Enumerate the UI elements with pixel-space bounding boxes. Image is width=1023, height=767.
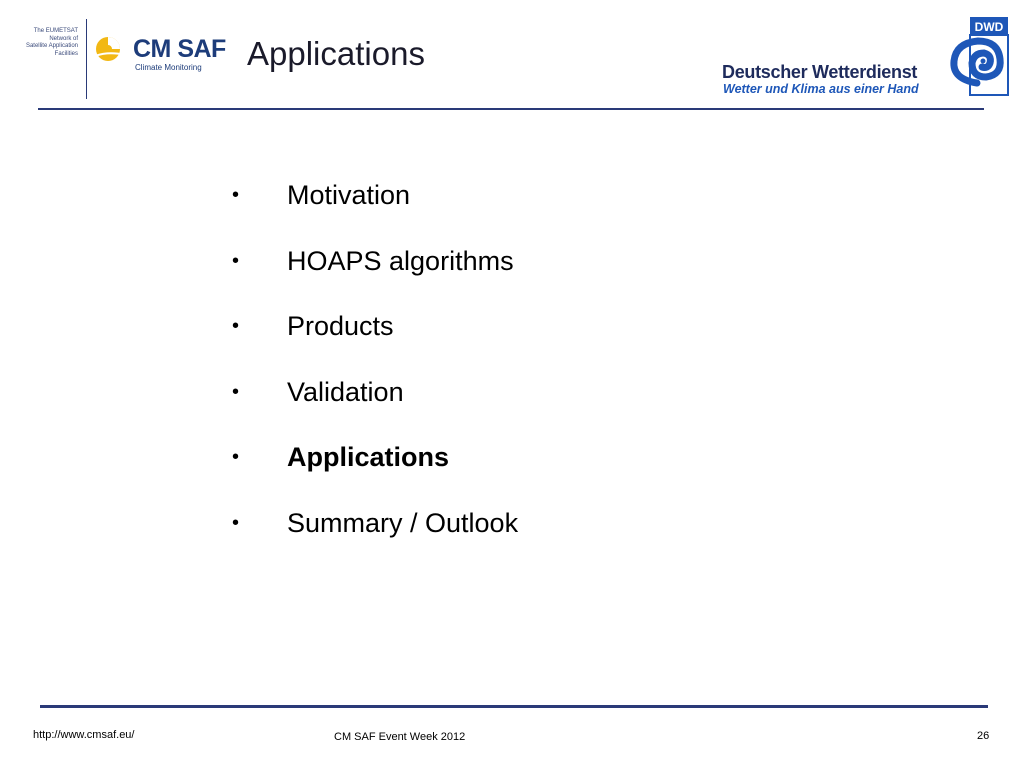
- bullet-icon: •: [232, 184, 240, 206]
- agenda-item-label: Applications: [287, 442, 450, 472]
- eumetsat-line-1: The EUMETSAT: [33, 28, 78, 34]
- header-divider: [38, 108, 984, 110]
- eumetsat-line-4: Facilities: [54, 50, 78, 57]
- bullet-icon: •: [232, 446, 240, 468]
- agenda-item-label: Motivation: [287, 180, 411, 210]
- dwd-logo-abbrev: DWD: [974, 20, 1004, 34]
- agenda-item-label: Products: [287, 311, 394, 341]
- cmsaf-logo-text: CM SAF: [133, 35, 226, 63]
- header-vertical-divider: [86, 19, 87, 99]
- page-title: Applications: [247, 35, 425, 72]
- eumetsat-line-2: Network of: [49, 35, 78, 42]
- eumetsat-caption: [12, 28, 78, 58]
- bullet-icon: •: [232, 511, 240, 534]
- page-number: 26: [977, 730, 990, 742]
- bullet-icon: •: [232, 315, 240, 337]
- cmsaf-sun-icon: [95, 34, 125, 64]
- dwd-name: Deutscher Wetterdienst: [722, 62, 918, 82]
- agenda-item-label: Summary / Outlook: [287, 507, 519, 538]
- footer-url: http://www.cmsaf.eu/: [33, 729, 135, 741]
- agenda-item-label: Validation: [287, 376, 404, 407]
- dwd-slogan: Wetter und Klima aus einer Hand: [723, 82, 919, 96]
- bullet-icon: •: [232, 249, 240, 272]
- bullet-icon: •: [232, 380, 240, 403]
- dwd-logo-icon: [944, 17, 1010, 97]
- cmsaf-logo: [95, 32, 235, 76]
- footer-event: CM SAF Event Week 2012: [334, 731, 466, 743]
- footer-divider: [40, 705, 988, 708]
- agenda-item-label: HOAPS algorithms: [287, 245, 514, 276]
- cmsaf-logo-subtitle: Climate Monitoring: [135, 63, 202, 72]
- eumetsat-line-3: Satellite Application: [25, 43, 78, 49]
